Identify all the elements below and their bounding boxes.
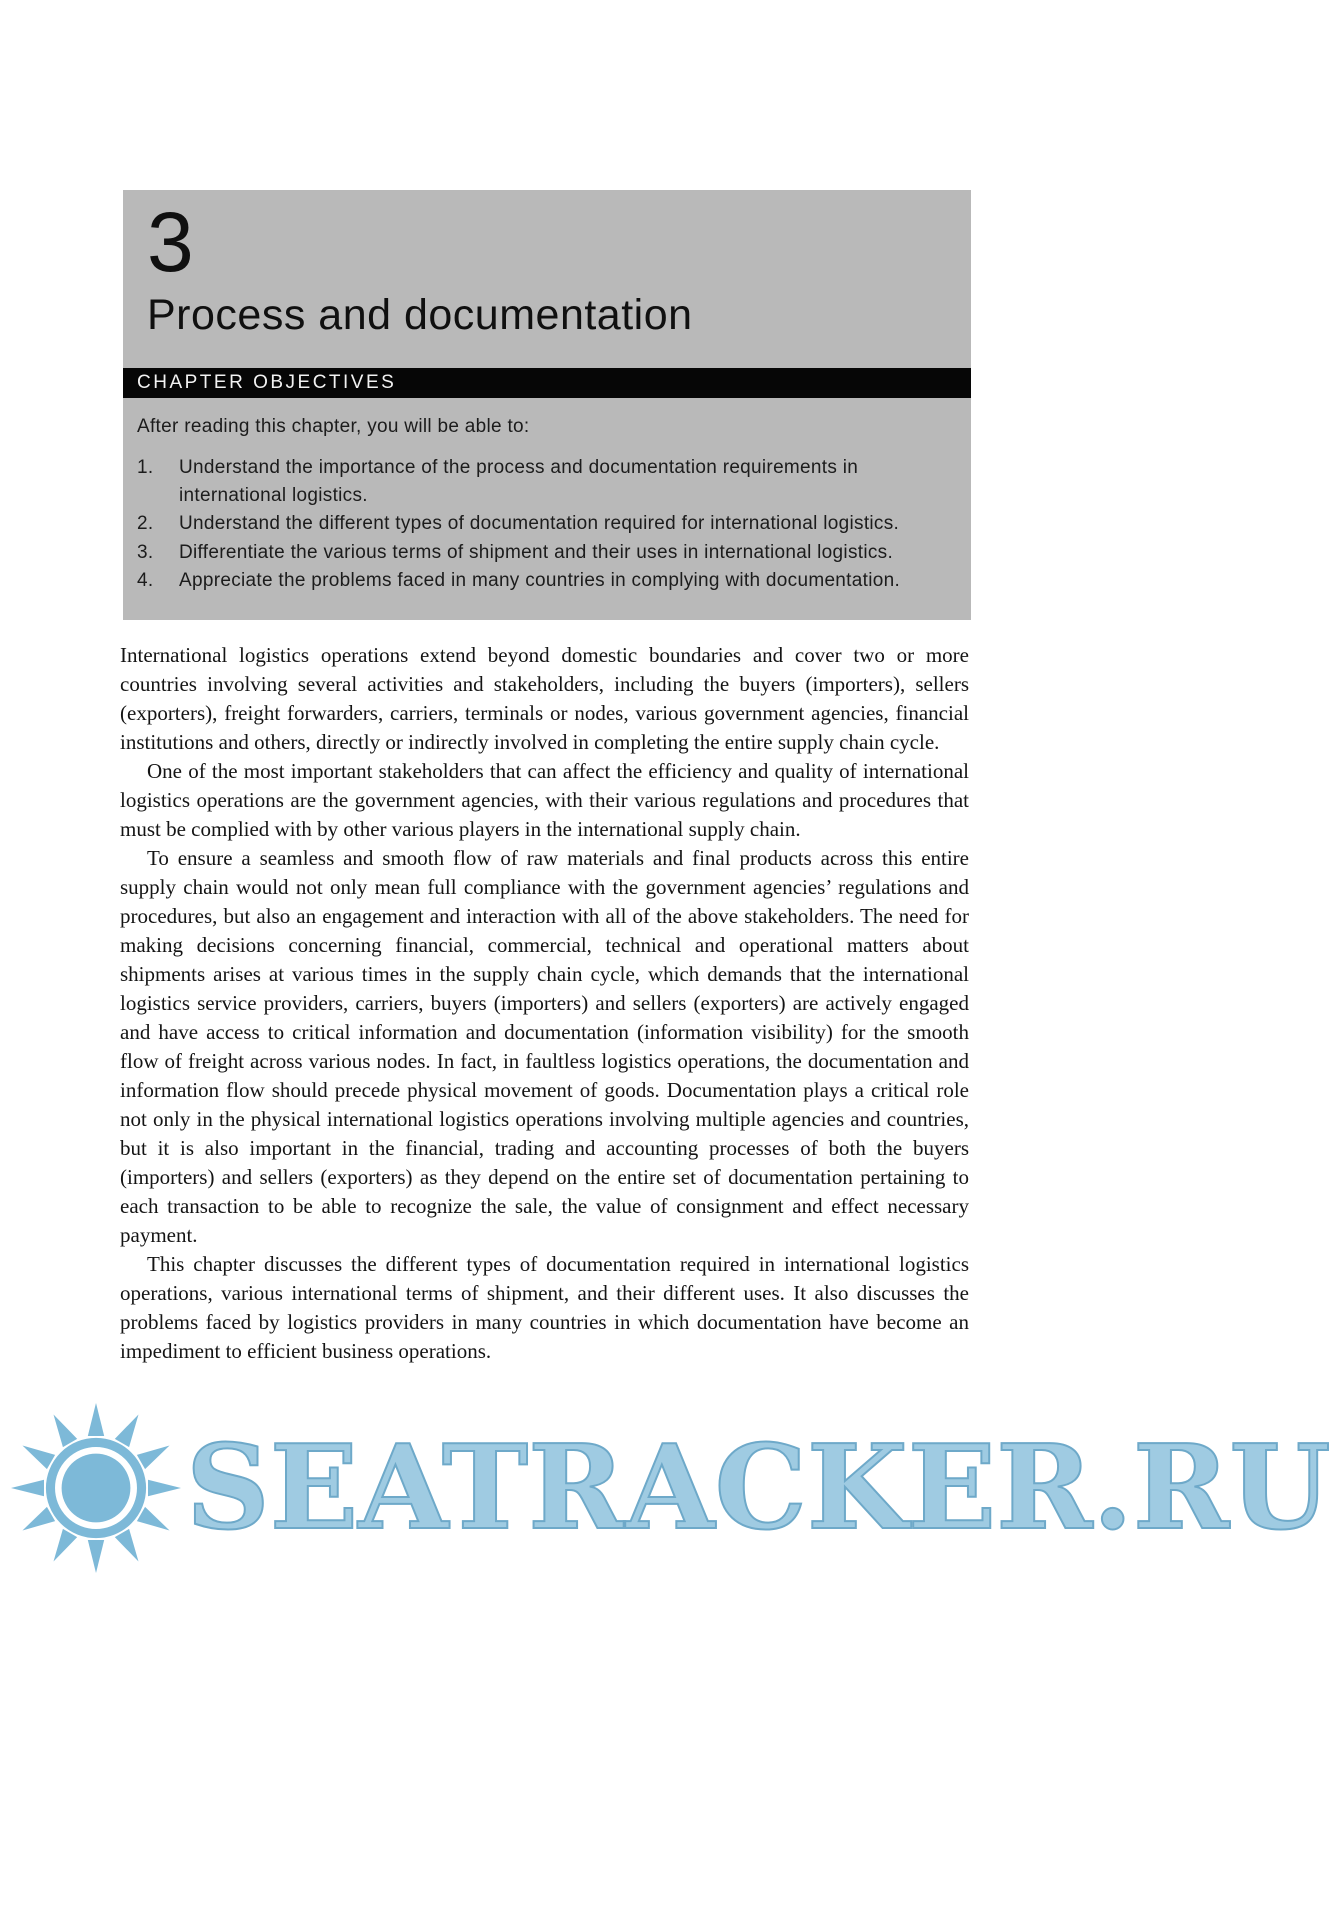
- objectives-box: [123, 398, 971, 620]
- paragraph: This chapter discusses the different types of documentation required in international logistics operations, various international terms of shipment, and their different uses. It also discusses the problems faced by logistics providers in many countries in which documentation have become an impediment to efficient business operations.: [120, 1252, 969, 1363]
- objective-number: 1.: [137, 457, 154, 478]
- objective-text: Understand the different types of documentation required for international logistics.: [179, 513, 900, 535]
- paragraph: One of the most important stakeholders that can affect the efficiency and quality of international logistics operations are the government agencies, with their various regulations and procedures that must be complied with by other various players in the international supply chain.: [120, 759, 969, 841]
- objective-number: 3.: [137, 541, 154, 563]
- sun-icon: [10, 1402, 182, 1574]
- chapter-title: Process and documentation: [147, 291, 693, 340]
- body-text: [120, 641, 969, 1366]
- objective-item: [137, 539, 957, 567]
- paragraph: To ensure a seamless and smooth flow of raw materials and final products across this entire supply chain would not only mean full compliance with the government agencies’ regulations and procedures, but also an engagement and interaction with all of the above stakeholders. The need for making decisions concerning financial, commercial, technical and operational matters about shipments arises at various times in the supply chain cycle, which demands that the international logistics service providers, carriers, buyers (importers) and sellers (exporters) are actively engaged and have access to critical information and documentation (information visibility) for the smooth flow of freight across various nodes. In fact, in faultless logistics operations, the documentation and information flow should precede physical movement of goods. Documentation plays a critical role not only in the physical international logistics operations involving multiple agencies and countries, but it is also important in the financial, trading and accounting processes of both the buyers (importers) and sellers (exporters) as they depend on the entire set of documentation pertaining to each transaction to be able to recognize the sale, the value of consignment and effect necessary payment.: [120, 846, 969, 1247]
- chapter-objectives-bar: [123, 368, 971, 398]
- objective-number: 4.: [137, 570, 154, 592]
- watermark-text: SEATRACKER.RU: [186, 1420, 1331, 1556]
- chapter-number: 3: [147, 195, 194, 289]
- objective-item: [137, 567, 957, 595]
- objective-text: Understand the importance of the process and documentation requirements in international logistics.: [179, 457, 859, 506]
- objective-text: Differentiate the various terms of shipment and their uses in international logistics.: [179, 541, 894, 563]
- chapter-objectives-heading: CHAPTER OBJECTIVES: [137, 372, 397, 393]
- objective-text: Appreciate the problems faced in many countries in complying with documentation.: [179, 570, 901, 592]
- paragraph: International logistics operations extend beyond domestic boundaries and cover two or more countries involving several activities and stakeholders, including the buyers (importers), sellers (exporters), freight forwarders, carriers, terminals or nodes, various government agencies, financial institutions and others, directly or indirectly involved in completing the entire supply chain cycle.: [120, 643, 969, 754]
- objective-number: 2.: [137, 513, 154, 535]
- watermark: [0, 1398, 1331, 1578]
- objectives-list: [137, 454, 957, 595]
- objective-item: [137, 454, 957, 509]
- objective-item: [137, 510, 957, 538]
- objectives-intro: After reading this chapter, you will be able to:: [137, 416, 530, 437]
- chapter-header: [123, 190, 971, 368]
